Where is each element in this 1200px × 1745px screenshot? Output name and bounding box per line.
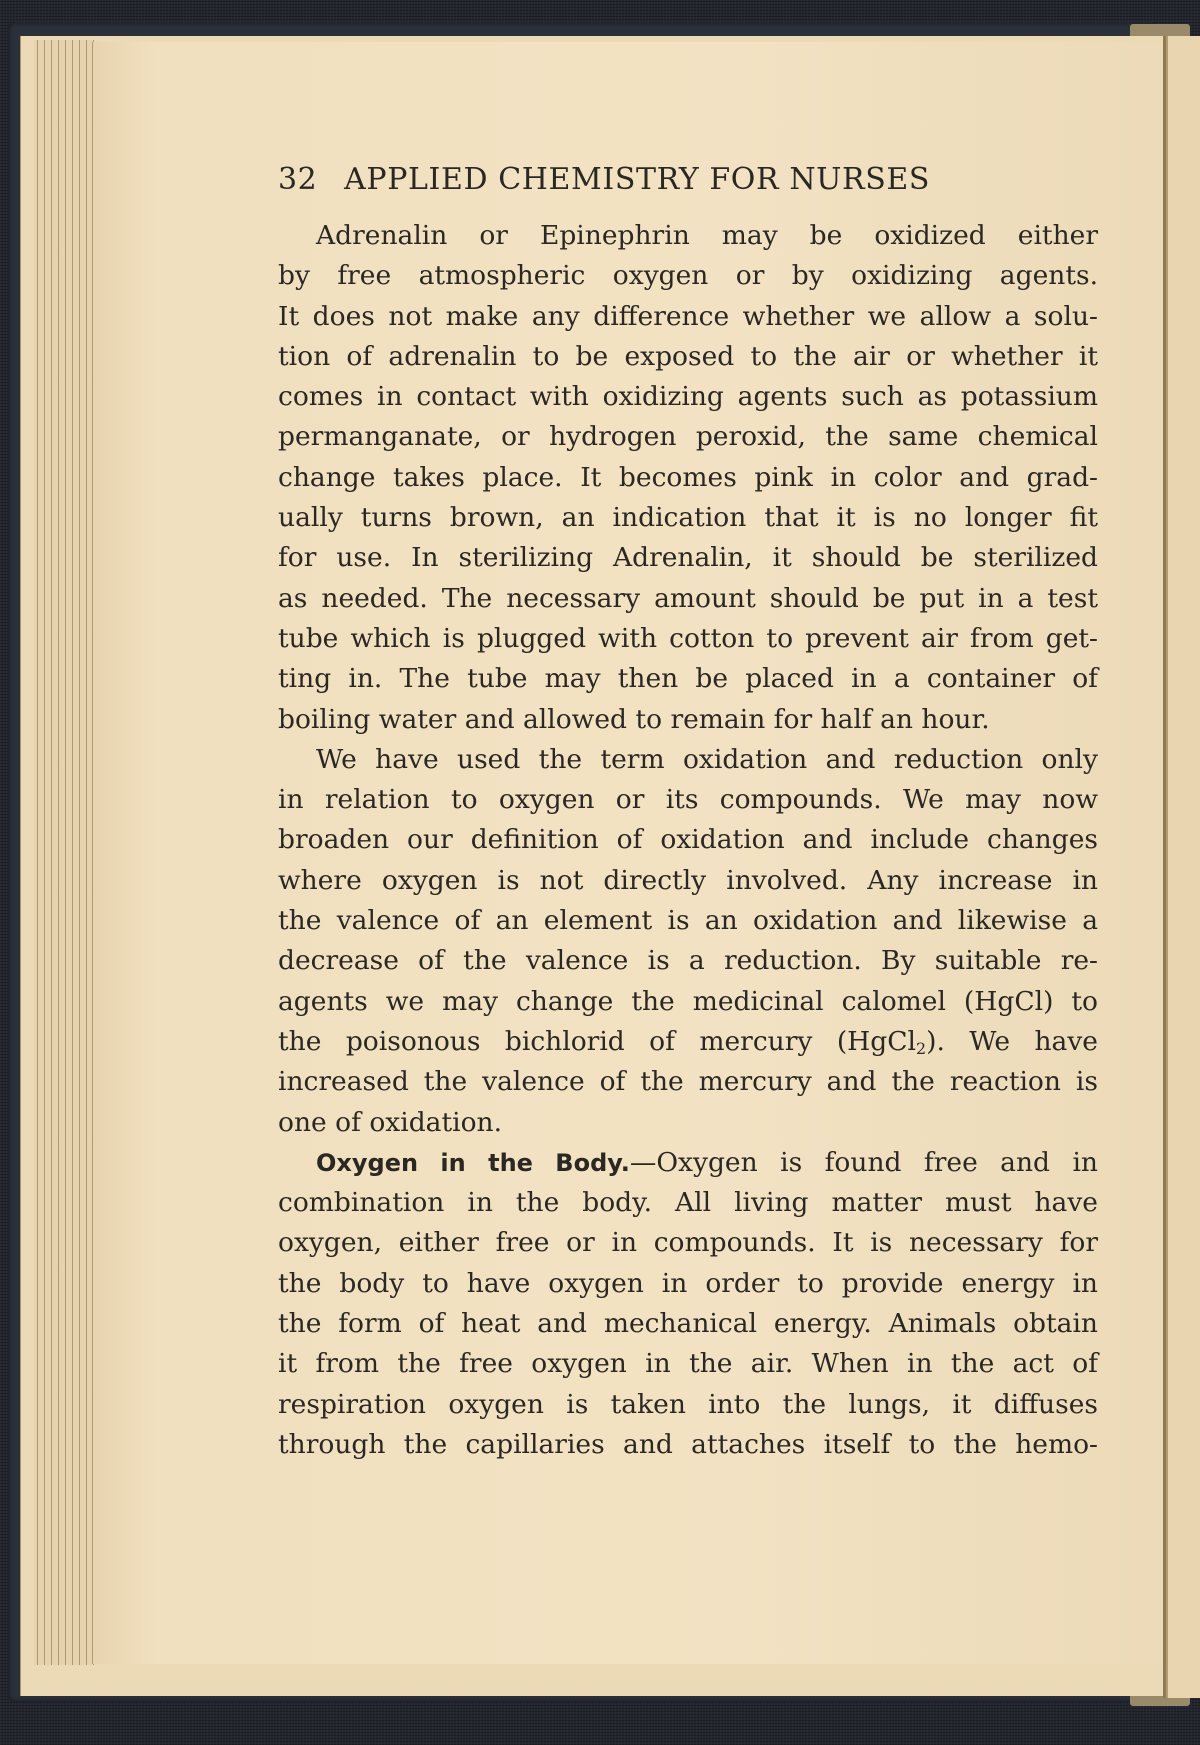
text-line: It does not make any difference whether we allow a solu- xyxy=(278,300,1098,332)
text-line: broaden our definition of oxidation and include changes xyxy=(278,824,1098,856)
text-line: where oxygen is not directly involved. Any increase in xyxy=(278,864,1098,896)
text-line: Adrenalin or Epinephrin may be oxidized either xyxy=(316,220,1098,251)
text-line: as needed. The necessary amount should be put in a test xyxy=(278,582,1098,614)
running-title: APPLIED CHEMISTRY FOR NURSES xyxy=(344,162,931,197)
formula-line-after: ). We have xyxy=(926,1025,1098,1057)
text-line: decrease of the valence is a reduction. By suitable re- xyxy=(278,945,1098,977)
section-heading: Oxygen in the Body. xyxy=(316,1148,630,1177)
text-line: in relation to oxygen or its compounds. We may now xyxy=(278,784,1098,816)
text-line: for use. In sterilizing Adrenalin, it should be sterilized xyxy=(278,542,1098,574)
text-line: increased the valence of the mercury and the reaction is xyxy=(278,1066,1098,1098)
paragraph-oxidation-reduction xyxy=(278,740,1098,1143)
text-line: change takes place. It becomes pink in color and grad- xyxy=(278,461,1098,493)
text-line: tube which is plugged with cotton to prevent air from get- xyxy=(278,622,1098,654)
text-line: ting in. The tube may then be placed in a container of xyxy=(278,663,1098,695)
text-line-formula xyxy=(278,1022,1098,1062)
subscript: 2 xyxy=(915,1038,927,1058)
text-line: boiling water and allowed to remain for half an hour. xyxy=(278,703,990,735)
text-line: We have used the term oxidation and reduction only xyxy=(316,743,1098,775)
formula-line-before: the poisonous bichlorid of mercury (HgCl xyxy=(278,1025,916,1057)
text-line: agents we may change the medicinal calomel (HgCl) to xyxy=(278,985,1098,1017)
text-line: tion of adrenalin to be exposed to the air or whether it xyxy=(278,340,1098,372)
paragraph-oxygen-in-body xyxy=(278,1143,1098,1465)
text-line: permanganate, or hydrogen peroxid, the same chemical xyxy=(278,421,1098,453)
heading-line-rest: —Oxygen is found free and in xyxy=(629,1146,1098,1178)
text-line: the body to have oxygen in order to provide energy in xyxy=(278,1267,1098,1299)
page-number: 32 xyxy=(278,162,318,197)
text-line: comes in contact with oxidizing agents such as potassium xyxy=(278,381,1098,413)
text-line: oxygen, either free or in compounds. It is necessary for xyxy=(278,1227,1098,1259)
body-text xyxy=(278,216,1098,1465)
text-line-heading xyxy=(278,1143,1098,1183)
text-line: through the capillaries and attaches itself to the hemo- xyxy=(278,1428,1098,1460)
text-line: it from the free oxygen in the air. When in the act of xyxy=(278,1348,1098,1380)
text-line: combination in the body. All living matter must have xyxy=(278,1187,1098,1219)
text-line: respiration oxygen is taken into the lungs, it diffuses xyxy=(278,1388,1098,1420)
text-line: the form of heat and mechanical energy. Animals obtain xyxy=(278,1308,1098,1340)
text-line: ually turns brown, an indication that it is no longer fit xyxy=(278,502,1098,534)
running-head xyxy=(278,160,1108,200)
page-edges xyxy=(34,40,94,1665)
paragraph-adrenalin xyxy=(278,216,1098,740)
text-line: the valence of an element is an oxidation and likewise a xyxy=(278,905,1098,937)
facing-page-edge xyxy=(1163,36,1200,1698)
text-line: by free atmospheric oxygen or by oxidizing agents. xyxy=(278,260,1098,292)
text-line: one of oxidation. xyxy=(278,1106,503,1138)
